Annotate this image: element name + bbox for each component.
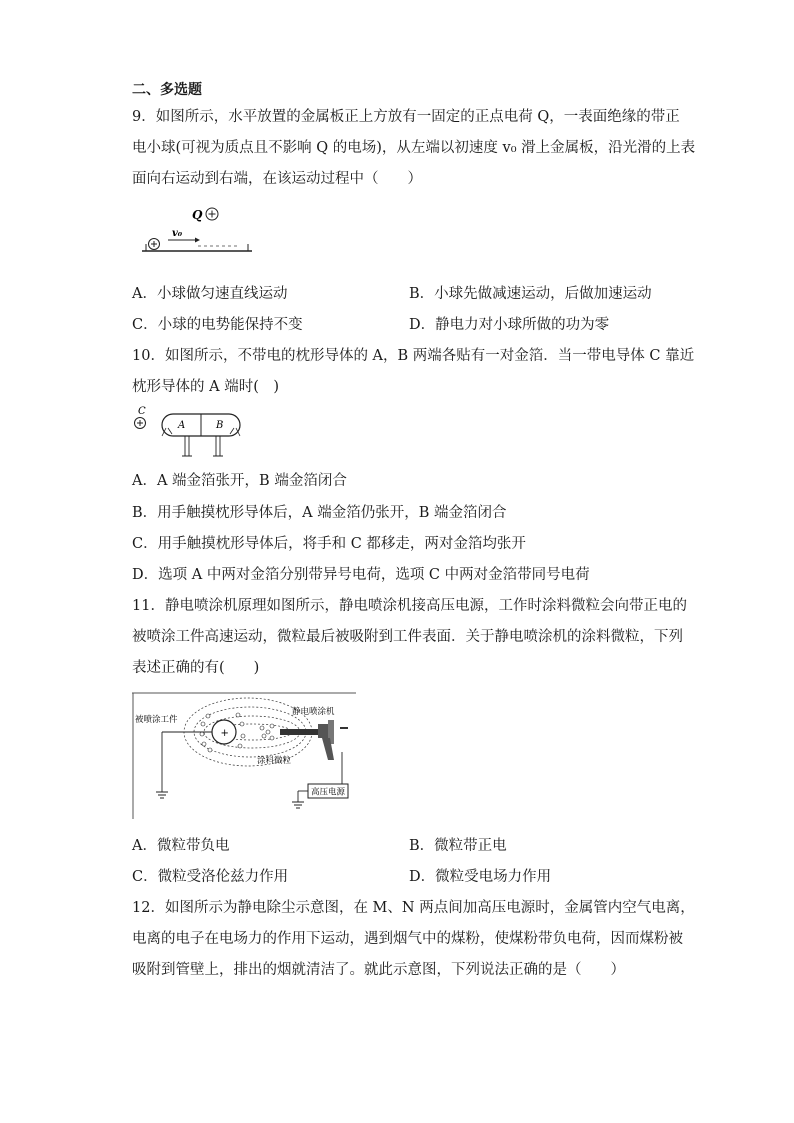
q12-line-2: 电离的电子在电场力的作用下运动，遇到烟气中的煤粉，使煤粉带负电荷，因而煤粉被	[132, 931, 683, 947]
q9-option-b[interactable]: B．小球先做减速运动，后做加速运动	[409, 286, 652, 302]
q10-option-d[interactable]: D．选项 A 中两对金箔分别带异号电荷，选项 C 中两对金箔带同号电荷	[132, 567, 590, 583]
svg-text:+: +	[220, 728, 229, 739]
q11-figure	[132, 692, 357, 820]
q12-line-3: 吸附到管壁上，排出的烟就清洁了。就此示意图，下列说法正确的是（ ）	[132, 962, 625, 978]
q11-option-a[interactable]: A．微粒带负电	[132, 838, 230, 854]
q11-option-b[interactable]: B．微粒带正电	[409, 838, 507, 854]
velocity-label: v₀	[172, 228, 183, 239]
q11-option-c[interactable]: C．微粒受洛伦兹力作用	[132, 869, 289, 885]
end-b-label: B	[216, 420, 224, 431]
q10-option-b[interactable]: B．用手触摸枕形导体后，A 端金箔仍张开，B 端金箔闭合	[132, 505, 507, 521]
stand-right	[216, 436, 220, 456]
q10-line-1: 10．如图所示，不带电的枕形导体的 A，B 两端各贴有一对金箔．当一带电导体 C 靠近	[132, 348, 695, 364]
q9-line-1: 9．如图所示，水平放置的金属板正上方放有一固定的正点电荷 Q，一表面绝缘的带正	[132, 109, 680, 125]
power-label: 高压电源	[311, 787, 346, 798]
ground-symbol-icon	[156, 792, 168, 798]
q11-option-d[interactable]: D．微粒受电场力作用	[409, 869, 552, 885]
q10-option-c[interactable]: C．用手触摸枕形导体后，将手和 C 都移走，两对金箔均张开	[132, 536, 526, 552]
q11-line-1: 11．静电喷涂机原理如图所示，静电喷涂机接高压电源，工作时涂料微粒会向带正电的	[132, 598, 687, 614]
spray-gun-icon	[280, 720, 348, 760]
particles	[200, 713, 274, 752]
end-a-label: A	[178, 420, 186, 431]
c-label: C	[138, 406, 146, 417]
q9-option-d[interactable]: D．静电力对小球所做的功为零	[409, 317, 610, 333]
q11-line-2: 被喷涂工件高速运动，微粒最后被吸附到工件表面．关于静电喷涂机的涂料微粒，下列	[132, 629, 683, 645]
q10-figure	[130, 404, 255, 460]
section-title: 二、多选题	[132, 82, 202, 98]
q11-line-3: 表述正确的有( )	[132, 660, 260, 676]
q9-line-2: 电小球(可视为质点且不影响 Q 的电场)，从左端以初速度 v₀ 滑上金属板，沿光滑的上表	[132, 140, 696, 156]
q9-option-c[interactable]: C．小球的电势能保持不变	[132, 317, 303, 333]
q10-line-2: 枕形导体的 A 端时( )	[132, 379, 280, 395]
stand-left	[185, 436, 189, 456]
workpiece-label: 被喷涂工件	[135, 715, 178, 725]
sprayer-label: 静电喷涂机	[292, 707, 335, 717]
q12-line-1: 12．如图所示为静电除尘示意图，在 M、N 两点间加高压电源时，金属管内空气电离，	[132, 900, 695, 916]
q9-option-a[interactable]: A．小球做匀速直线运动	[132, 286, 288, 302]
q9-line-3: 面向右运动到右端，在该运动过程中（ ）	[132, 171, 422, 187]
q10-option-a[interactable]: A．A 端金箔张开，B 端金箔闭合	[132, 473, 347, 489]
charge-q-label: Q	[192, 208, 203, 222]
particle-label: 涂料微粒	[257, 756, 292, 766]
q9-figure	[140, 204, 260, 262]
